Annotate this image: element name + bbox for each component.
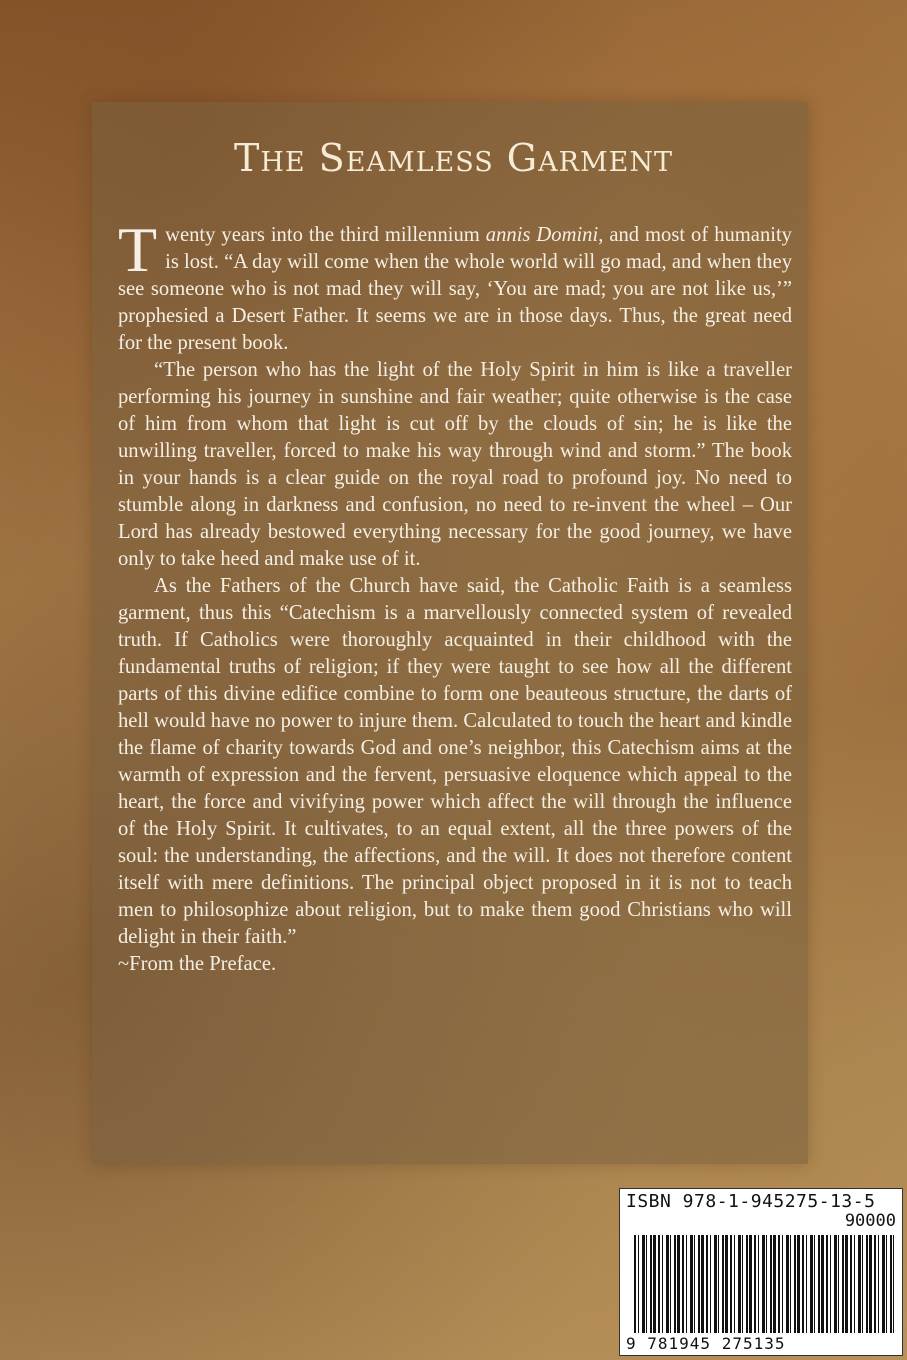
paragraph-1-text-a: wenty years into the third millennium [165,224,486,246]
drop-cap: T [118,214,158,285]
barcode-bars [634,1235,894,1333]
price-code: 90000 [844,1211,896,1231]
paragraph-1 [118,214,792,357]
book-title: The Seamless Garment [234,136,673,180]
isbn-text: ISBN 978-1-945275-13-5 [626,1191,876,1212]
barcode-digits: 9 781945 275135 [626,1334,896,1353]
paragraph-3: As the Fathers of the Church have said, the Catholic Faith is a seamless garment, thus this “Catechism is a marvellously connected system of revealed truth. If Catholics were thoroughly acquainted in their childhood with the fundamental truths of religion; if they were taught to see how all the different parts of this divine edifice combine to form one beauteous structure, the darts of hell would have no power to injure them. Calculated to touch the heart and kindle the flame of charity towards God and one’s neighbor, this Catechism aims at the warmth of expression and the fervent, persuasive eloquence which appeal to the heart, the force and vivifying power which affect the will through the influence of the Holy Spirit. It cultivates, to an equal extent, all the three powers of the soul: the understanding, the affections, and the will. It does not therefore content itself with mere definitions. The principal object proposed in it is not to teach men to philosophize about religion, but to make them good Christians who will delight in their faith.” [118,575,792,948]
isbn-barcode [619,1188,903,1356]
back-cover-text [118,214,792,978]
paragraph-4: ~From the Preface. [118,953,277,975]
paragraph-1-italic: annis Domini [485,224,599,246]
paragraph-1-text-b: , and most of humanity is lost. “A day will come when the whole world will go mad, and when they see someone who is not mad they will say, ‘You are mad; you are not like us,’” prophesied a Desert Father. It seems we are in those days. Thus, the great need for the present book. [118,224,792,354]
paragraph-2: “The person who has the light of the Holy Spirit in him is like a traveller performing his journey in sunshine and fair weather; quite otherwise is the case of him from whom that light is cut off by the clouds of sin; he is like the unwilling traveller, forced to make his way through wind and storm.” The book in your hands is a clear guide on the royal road to profound joy. No need to stumble along in darkness and confusion, no need to re-invent the wheel – Our Lord has already bestowed everything necessary for the good journey, we have only to take heed and make use of it. [118,359,792,570]
